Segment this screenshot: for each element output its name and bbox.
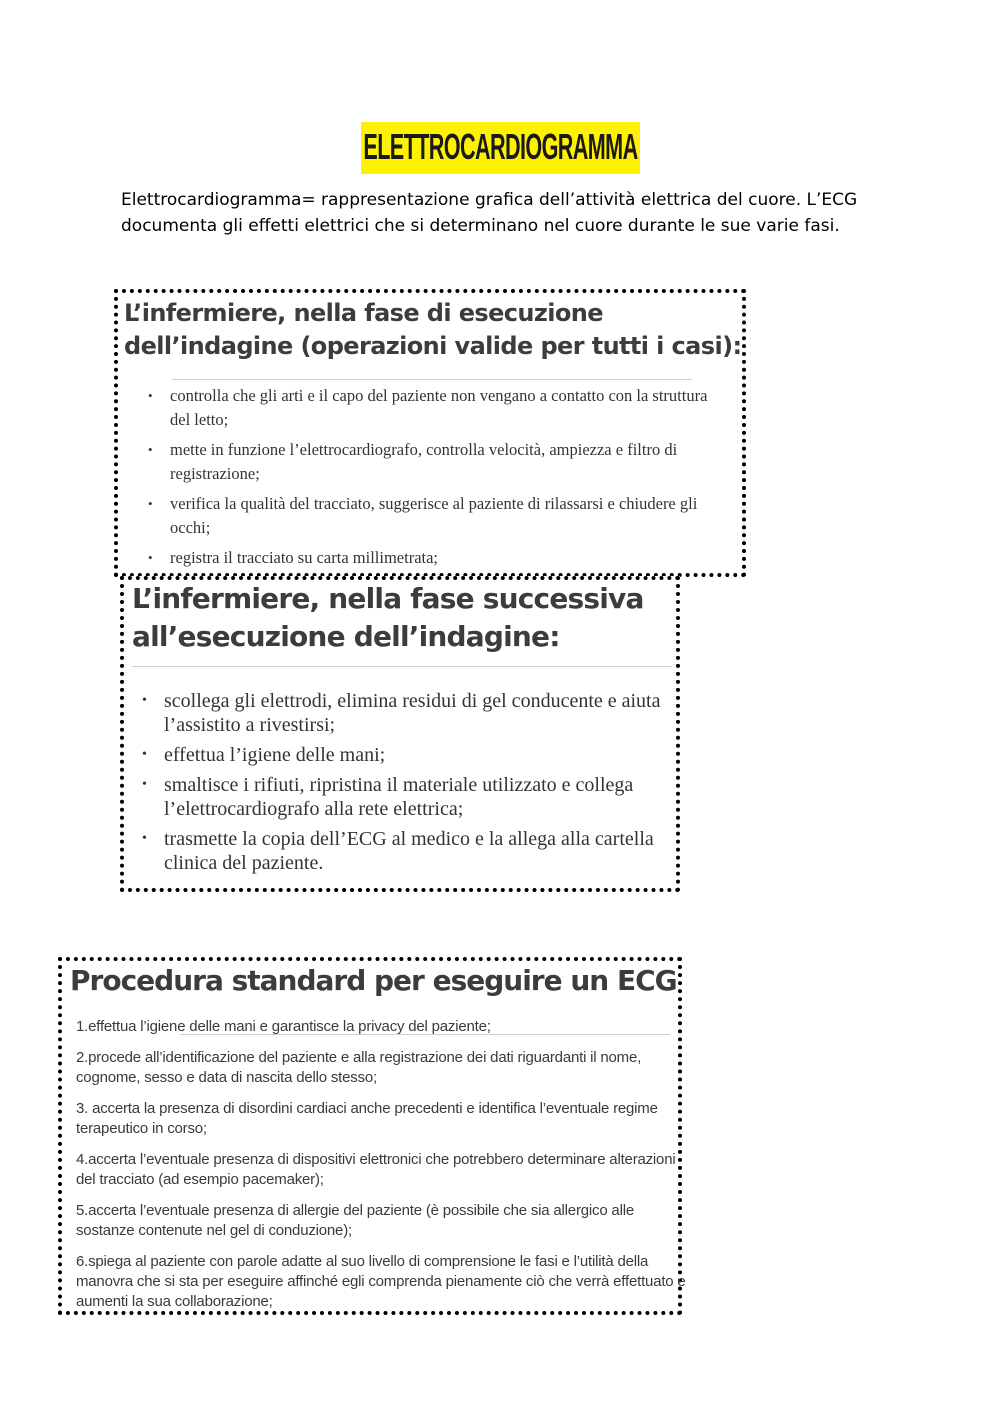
list-item-text: effettua l’igiene delle mani; (164, 744, 386, 766)
list-item (148, 438, 708, 486)
standard-procedure-heading: Procedura standard per eseguire un ECG (70, 964, 677, 997)
bullet-icon: • (148, 496, 153, 511)
list-item (142, 743, 662, 767)
bullet-icon: • (148, 550, 153, 565)
title-wrapper (0, 122, 1000, 174)
standard-procedure-box (58, 957, 686, 1315)
list-item (142, 827, 662, 875)
list-item (142, 773, 662, 821)
execution-phase-box (114, 289, 746, 577)
bullet-icon: • (142, 693, 147, 708)
list-item (142, 689, 662, 737)
list-item-text: mette in funzione l’elettrocardiografo, controlla velocità, ampiezza e filtro di registrazione; (170, 440, 678, 483)
bullet-icon: • (148, 442, 153, 457)
list-item-text: scollega gli elettrodi, elimina residui di gel conducente e aiuta l’assistito a rivestirsi; (164, 690, 661, 736)
list-item (148, 546, 708, 570)
intro-paragraph: Elettrocardiogramma= rappresentazione grafica dell’attività elettrica del cuore. L’ECG documenta gli effetti elettrici che si determinano nel cuore durante le sue varie fasi. (121, 190, 858, 236)
standard-procedure-steps (76, 1017, 686, 1312)
procedure-step: 4.accerta l’eventuale presenza di dispositivi elettronici che potrebbero determinare alterazioni del tracciato (ad esempio pacemaker); (76, 1151, 676, 1188)
post-execution-phase-box (120, 576, 680, 892)
bullet-icon: • (148, 388, 153, 403)
post-execution-phase-list (142, 689, 662, 875)
list-item (148, 492, 708, 540)
list-item-text: smaltisce i rifiuti, ripristina il materiale utilizzato e collega l’elettrocardiografo alla rete elettrica; (164, 774, 634, 820)
bullet-icon: • (142, 747, 147, 762)
page-title: ELETTROCARDIOGRAMMA (361, 122, 640, 174)
heading-divider (132, 666, 672, 667)
procedure-step: 1.effettua l’igiene delle mani e garantisce la privacy del paziente; (76, 1018, 491, 1035)
heading-divider (172, 379, 692, 380)
list-item-text: trasmette la copia dell’ECG al medico e la allega alla cartella clinica del paziente. (164, 828, 654, 874)
procedure-step: 3. accerta la presenza di disordini cardiaci anche precedenti e identifica l’eventuale regime terapeutico in corso; (76, 1100, 658, 1137)
list-item-text: verifica la qualità del tracciato, suggerisce al paziente di rilassarsi e chiudere gli occhi; (170, 494, 698, 537)
list-item-text: registra il tracciato su carta millimetrata; (170, 548, 439, 567)
procedure-step: 5.accerta l’eventuale presenza di allergie del paziente (è possibile che sia allergico alle sostanze contenute nel gel di conduzione); (76, 1202, 634, 1239)
execution-phase-heading: L’infermiere, nella fase di esecuzione dell’indagine (operazioni valide per tutti i casi): (124, 299, 742, 360)
list-item-text: controlla che gli arti e il capo del paziente non vengano a contatto con la struttura del letto; (170, 386, 708, 429)
procedure-step: 6.spiega al paziente con parole adatte al suo livello di comprensione le fasi e l’utilità della manovra che si sta per eseguire affinché egli comprenda pienamente ciò che verrà effettuato e aumenti la sua collaborazione; (76, 1253, 686, 1310)
bullet-icon: • (142, 777, 147, 792)
bullet-icon: • (142, 831, 147, 846)
procedure-step: 2.procede all’identificazione del paziente e alla registrazione dei dati riguardanti il nome, cognome, sesso e data di nascita dello stesso; (76, 1049, 642, 1086)
list-item (148, 384, 708, 432)
execution-phase-list (148, 384, 708, 570)
post-execution-phase-heading: L’infermiere, nella fase successiva all’esecuzione dell’indagine: (132, 582, 644, 653)
